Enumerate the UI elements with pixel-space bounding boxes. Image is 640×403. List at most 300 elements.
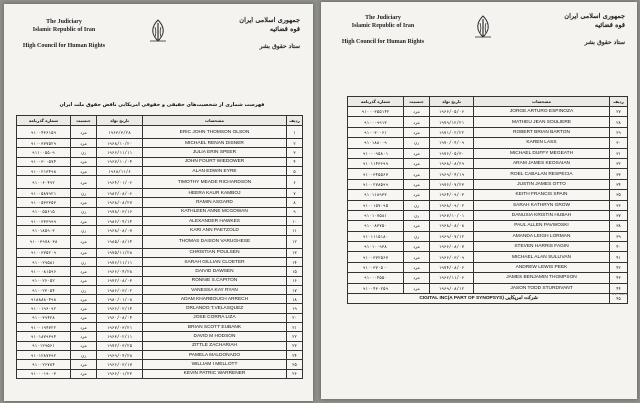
row-number: ۱۳ [287,248,303,257]
gender: مرد [71,360,97,369]
date-of-birth: ۱۹۶۸/۱۱/۶ [97,166,143,175]
table-row [17,157,303,166]
table-row [17,341,303,350]
row-number: ۳۷ [610,210,628,220]
gender: مرد [71,139,97,148]
table-row [17,350,303,359]
person-name: ALAN EDWIN EYRE [143,166,287,175]
sanctions-table-left [16,115,303,379]
iran-emblem-icon [471,14,495,40]
date-of-birth: ۱۹۶۰/۰۸/۰۴ [97,313,143,322]
passport-number: ۹۱۰۱۱۴۳۶۹۹ [348,158,404,168]
date-of-birth: ۱۹۶۹/۰۴/۱۹ [430,169,474,179]
document-page-right [321,2,637,399]
table-row [348,179,628,189]
column-header-dob: تاریخ تولد [430,97,474,107]
passport-number: ۹۱۰۰۵۸۷۹۲۱ [17,189,71,198]
column-header-gender: جنسیت [71,116,97,126]
table-row [17,257,303,266]
gender: مرد [71,126,97,139]
row-number: ۲۸ [610,117,628,127]
passport-number: ۹۱۰۰۲۶۰۵۲ [17,276,71,285]
passport-number: ۹۱۰۰۰۴۵۵۰ [348,273,404,283]
date-of-birth: ۱۹۶۶/۰۸/۰۷ [430,242,474,252]
date-of-birth: ۱۹۸۰/۰۱/۰۸ [97,295,143,304]
table-row [348,138,628,148]
person-name: PAMELA MALDONADO [143,350,287,359]
table-row [348,231,628,241]
passport-number: ۹۱۰۰۳۷۷۵۲۹ [17,139,71,148]
person-name: PAUL ALLEN PAVWOSKI [474,221,610,231]
passport-number: ۹۱۸۸۸۸۰۴۹۸ [17,295,71,304]
row-number: ۱۰ [287,217,303,226]
passport-number: ۹۱۰۰۸۳۷۵۰ [348,221,404,231]
person-name: DANUSIA KRISTIN HUBAH [474,210,610,220]
gender: زن [71,189,97,198]
row-number: ۱۱ [287,226,303,235]
gender: زن [71,350,97,359]
row-number: ۲۵ [287,360,303,369]
person-name: KEITH FRANCIS SPAIN [474,190,610,200]
gender: مرد [71,235,97,248]
passport-number: ۹۱۰۱۸۷۹۳۹۴ [17,332,71,341]
person-name: JASON TODD STURDIVANT [474,283,610,293]
passport-number: ۹۱۰۱۸۵۹۰۳ [17,226,71,235]
person-name: STEVEN HARRIS FAGIN [474,242,610,252]
row-number: ۵ [287,166,303,175]
table-row [17,148,303,157]
gender: مرد [404,148,430,158]
passport-number: ۹۱۰۰۴۳۰۲۵۹ [348,283,404,293]
gender: مرد [404,158,430,168]
date-of-birth: ۱۹۶۸/۰۹/۰۲ [430,200,474,210]
passport-number: ۹۱۰۰۳۴۵۵۶۷ [348,169,404,179]
person-name: JORGE ARTURO ESPINOZA [474,107,610,117]
gender: مرد [71,295,97,304]
person-name: TIMOTHY MEADE RICHARDSON [143,176,287,189]
row-number: ۴۳ [610,273,628,283]
gender: مرد [71,248,97,257]
gender: زن [404,231,430,241]
gender: زن [71,207,97,216]
date-of-birth: ۱۹۷۴/۰۸/۰۶ [430,262,474,272]
passport-number: ۹۱۱۰۰۵۵۰۹ [17,148,71,157]
table-row [17,198,303,207]
column-header-name: مشخصات [143,116,287,126]
header-english [335,14,431,46]
row-number: ۲۲ [287,332,303,341]
row-number: ۳۴ [610,179,628,189]
header-english [18,18,110,50]
row-number: ۳۱ [610,148,628,158]
person-name: SARAH KATHRYN GROW [474,200,610,210]
person-name: ARAM JAMES KEOSAIAN [474,158,610,168]
row-number: ۳ [287,148,303,157]
table-row [17,126,303,139]
table-row [348,158,628,168]
table-row [17,139,303,148]
passport-number: ۹۱۰۱۰۰۹۳۸ [348,242,404,252]
person-name: JOSE CORRA LIZA [143,313,287,322]
document-reference-code: ۹۷۷/۱۵۵/۷ [611,292,628,296]
row-number: ۴۵ [610,294,628,304]
person-name: HEERA KAUR KAMBOJ [143,189,287,198]
table-row [348,127,628,137]
header-fa-line2: قوه قضائیه [269,25,300,33]
date-of-birth: ۱۹۷۵/۱۱/۲۸ [97,248,143,257]
date-of-birth: ۱۹۶۶/۰۲/۱۴ [97,304,143,313]
gender: مرد [404,262,430,272]
gender: مرد [404,117,430,127]
person-name: JAMES BENJAMIN THOMPSON [474,273,610,283]
table-row [17,369,303,378]
gender: زن [404,200,430,210]
passport-number: ۹۱۰۰۳۷۲۵۶۷ [348,252,404,262]
row-number: ۱ [287,126,303,139]
gender: مرد [404,127,430,137]
column-header-passport: شماره گذرنامه [17,116,71,126]
passport-number: ۹۱۰۰۲۳۰۵۴ [17,285,71,294]
gender: مرد [404,190,430,200]
gender: مرد [71,166,97,175]
person-name: MATHEU JEAN SOULIERE [474,117,610,127]
gender: مرد [404,179,430,189]
table-row [348,200,628,210]
gender: مرد [71,369,97,378]
date-of-birth: ۱۹۷۶/۱۱/۱۱ [97,257,143,266]
date-of-birth: ۱۹۶۸/۱۰/۲۰ [97,139,143,148]
person-name: WILLIAM I MELLOTT [143,360,287,369]
column-header-passport: شماره گذرنامه [348,97,404,107]
table-row [17,323,303,332]
date-of-birth: ۱۹۶۲/۱۱/۰۶ [430,273,474,283]
row-number: ۳۵ [610,190,628,200]
date-of-birth: ۱۹۶۸/۰۸/۰۸ [430,221,474,231]
passport-number: ۹۱۰۱۸۸۰۰۹ [348,138,404,148]
table-row [348,242,628,252]
person-name: MICHAEL DUFFY MEGEATH [474,148,610,158]
passport-number: ۹۱۰۰۴۳۶۱۵۹ [17,126,71,139]
row-number: ۳۲ [610,158,628,168]
person-name: ZITTLE ZACHARIAH [143,341,287,350]
passport-number: ۹۱۰۰۲۹۵۸۱ [17,257,71,266]
person-name: KARI ANN PAETZOLD [143,226,287,235]
row-number: ۳۹ [610,231,628,241]
person-name: SARAH GILLIAN CLOETER [143,257,287,266]
passport-number: ۹۱۰۱۰۷۵۸۱ [348,210,404,220]
date-of-birth: ۱۹۸۶/۰۴/۱۴ [97,217,143,226]
table-row [348,283,628,293]
date-of-birth: ۱۹۶۹/۰۷/۱۲ [430,231,474,241]
passport-number: ۹۱۰۰۱۵۷۰۹۵ [348,200,404,210]
table-row [17,295,303,304]
gender: مرد [71,313,97,322]
row-number: ۴۴ [610,283,628,293]
row-number: ۴۱ [610,252,628,262]
row-number: ۱۵ [287,267,303,276]
document-title: فهرست شماری از شخصیت‌های حقیقی و حقوقی امریکایی ناقض حقوق ملت ایران [59,102,265,108]
row-number: ۲۶ [287,369,303,378]
table-row [348,107,628,117]
date-of-birth: ۱۹۷۲/۰۸/۰۳ [97,276,143,285]
header-fa-line1: جمهوری اسلامی ایران [564,12,625,20]
table-row [17,235,303,248]
gender: مرد [71,267,97,276]
table-row [17,285,303,294]
date-of-birth: ۱۹۷۸/۰۳/۱۶ [97,207,143,216]
passport-number: ۹۱۰۰۱۹۴۷۲۲ [17,323,71,332]
row-number: ۳۶ [610,200,628,210]
row-number: ۸ [287,198,303,207]
date-of-birth: ۱۹۷۰/۰۴/۰۹ [430,138,474,148]
sanctions-table-right [347,96,628,304]
table-row [17,176,303,189]
gender: مرد [404,169,430,179]
passport-number: ۹۱۰۰۳۹۴۲۸ [17,313,71,322]
person-name: KATHLEEN ANNE MCGOWAN [143,207,287,216]
row-number: ۱۹ [287,304,303,313]
person-name: KAREN LASS [474,138,610,148]
passport-number: ۹۱۰۰۵۳۳۳۵۳ [17,198,71,207]
date-of-birth: ۱۹۶۷/۰۳/۲۱ [97,323,143,332]
row-number: ۲۰ [287,313,303,322]
date-of-birth: ۱۹۶۹/۰۸/۱۲ [430,283,474,293]
row-number: ۷ [287,189,303,198]
date-of-birth: ۱۹۶۳/۳/۲۸ [97,126,143,139]
header-persian [200,16,300,51]
table-row [17,189,303,198]
table-row [348,169,628,179]
header-en-council: High Council for Human Rights [341,39,425,45]
gender: مرد [71,176,97,189]
gender: مرد [71,304,97,313]
date-of-birth: ۱۹۷۶/۰۷/۲۳ [430,179,474,189]
date-of-birth: ۱۹۶۴/۰۹/۰۳ [430,190,474,200]
gender: زن [71,148,97,157]
passport-number: ۹۱۰۰۳۷۵۲۰۹ [17,248,71,257]
header-fa-line2: قوه قضائیه [594,21,625,29]
table-row [17,360,303,369]
person-name: DAVID M HODSON [143,332,287,341]
passport-number: ۹۱۰۰۲۱۳۴۹۸ [17,166,71,175]
person-name: JULIA ERIN SPEER [143,148,287,157]
row-number: ۳۳ [610,169,628,179]
column-header-row-number: ردیف [287,116,303,126]
row-number: ۹ [287,207,303,216]
row-number: ۲۷ [610,107,628,117]
person-name: ROEL CABALAN RESPECIA [474,169,610,179]
gender: زن [71,226,97,235]
passport-number: ۹۱۰۱۱۸۹۳۳ [348,190,404,200]
row-number: ۱۶ [287,276,303,285]
gender: مرد [404,273,430,283]
person-name: AMANDA LEIGH LORMAN [474,231,610,241]
table-row [17,248,303,257]
company-entry: CIGITAL INC(A PART OF SYNOPSYS) شرکت امریکایی [348,294,610,304]
passport-number: ۹۱۰۰۳۰۰۶۱ [348,127,404,137]
date-of-birth: ۱۹۸۶/۰۳/۰۲ [97,285,143,294]
header-en-council: High Council for Human Rights [22,43,106,49]
header-fa-council: ستاد حقوق بشر [584,39,625,46]
passport-number: ۹۱۰۰۰۹۹۱۳ [348,117,404,127]
person-name: DAIVID DAWSEN [143,267,287,276]
table-row [348,210,628,220]
column-header-gender: جنسیت [404,97,430,107]
passport-number: ۹۱۰۰۰۱۹۰۰۳ [17,369,71,378]
table-row [348,148,628,158]
person-name: MICHAEL RENAN DISNER [143,139,287,148]
date-of-birth: ۱۹۶۷/۱۰/۰۴ [97,157,143,166]
row-number: ۴۲ [610,262,628,272]
passport-number: ۹۱۰۰۰۸۱۵۹۶ [17,267,71,276]
passport-number: ۹۱۰۰۳۷۰۵۰۰ [348,262,404,272]
passport-number: ۹۱۰۰۰۹۵۸۰۱ [348,148,404,158]
gender: مرد [71,323,97,332]
header-persian [525,12,625,47]
iran-emblem-icon [146,18,170,44]
table-row [17,276,303,285]
row-number: ۴ [287,157,303,166]
person-name: MICHAEL ALAN SULLIVAN [474,252,610,262]
row-number: ۱۲ [287,235,303,248]
person-name: RAMIN ASGARD [143,198,287,207]
table-row [17,226,303,235]
date-of-birth: ۱۹۶۶/۰۵/۰۶ [430,107,474,117]
table-row [17,166,303,175]
date-of-birth: ۱۹۷۱/۰۲/۲۲ [430,127,474,137]
passport-number: ۹۱۰۱۲۹۵۶۱ [17,341,71,350]
gender: زن [71,285,97,294]
row-number: ۲۳ [287,341,303,350]
passport-number: ۹۱۰۰۵۵۶۱۵ [17,207,71,216]
date-of-birth: ۱۹۷۶/۰۵/۳۰ [430,148,474,158]
date-of-birth: ۱۹۸۵/۰۸/۱۴ [97,235,143,248]
table-header-row [348,97,628,107]
header-en-line2: Islamic Republic of Iran [351,23,415,29]
gender: زن [404,210,430,220]
passport-number: ۹۱۰۰۲۶۷۸۴ [17,360,71,369]
date-of-birth: ۱۹۶۳/۰۲/۱۱ [97,332,143,341]
passport-number: ۹۱۰۰۱۹۶۰۹۲ [17,304,71,313]
header-en-line1: The Judiciary [365,15,401,21]
column-header-row-number: ردیف [610,97,628,107]
header-fa-council: ستاد حقوق بشر [259,43,300,50]
table-row [17,207,303,216]
row-number: ۶ [287,176,303,189]
person-name: JOHN FOURT WIEDOWER [143,157,287,166]
person-name: ALEXANDER HAWKES [143,217,287,226]
row-number: ۲۱ [287,323,303,332]
passport-number: ۹۱۰۰۳۰۰۵۷۴ [17,157,71,166]
date-of-birth: ۱۹۶۴/۰۱/۰۶ [97,176,143,189]
header-fa-line1: جمهوری اسلامی ایران [239,16,300,24]
row-number: ۱۷ [287,285,303,294]
header-en-line1: The Judiciary [46,19,82,25]
date-of-birth: ۱۹۶۸/۰۸/۰۷ [97,226,143,235]
date-of-birth: ۱۹۶۶/۱۱/۱۱ [97,148,143,157]
gender: زن [71,257,97,266]
passport-number: ۹۱۰۰۶۰۴۹۲ [17,176,71,189]
gender: مرد [71,276,97,285]
row-number: ۳۰ [610,138,628,148]
column-header-dob: تاریخ تولد [97,116,143,126]
row-number: ۲۴ [287,350,303,359]
row-number: ۴۰ [610,242,628,252]
gender: مرد [71,332,97,341]
gender: مرد [71,217,97,226]
date-of-birth: ۱۹۸۲/۰۸/۰۶ [97,189,143,198]
table-header-row [17,116,303,126]
date-of-birth: ۱۹۷۹/۱۲/۲۱ [430,117,474,127]
person-name: ROBERT BRIAN BARTON [474,127,610,137]
table-row [348,262,628,272]
row-number: ۱۸ [287,295,303,304]
gender: مرد [404,221,430,231]
person-name: THOMAS DAISON VARUGHESE [143,235,287,248]
gender: مرد [71,157,97,166]
person-name: ADAM KHARBOUCH ARRECH [143,295,287,304]
gender: مرد [71,198,97,207]
table-row [348,221,628,231]
table-row [348,190,628,200]
gender: زن [404,138,430,148]
date-of-birth: ۱۹۷۲/۰۳/۲۵ [97,341,143,350]
person-name: ORLANDO T.VELASQUEZ [143,304,287,313]
passport-number: ۹۱۰۰۰۳۵۵۱۴۲ [348,107,404,117]
table-row [348,117,628,127]
table-row-company [348,294,628,304]
table-row [17,332,303,341]
gender: مرد [404,242,430,252]
date-of-birth: ۱۹۶۹/۰۴/۲۸ [97,350,143,359]
person-name: KEVIN PATRIC WARRENER [143,369,287,378]
row-number: ۲۹ [610,127,628,137]
gender: مرد [404,107,430,117]
passport-number: ۹۱۰۰۳۳۳۹۹۹ [17,217,71,226]
row-number: ۱۴ [287,257,303,266]
header-en-line2: Islamic Republic of Iran [32,27,96,33]
table-row [17,267,303,276]
gender: مرد [404,252,430,262]
row-number: ۲ [287,139,303,148]
date-of-birth: ۱۹۶۶/۰۳/۰۹ [430,252,474,262]
person-name: BRIAN SCOTT EUBANK [143,323,287,332]
person-name: RONNIE S.CAPITON [143,276,287,285]
passport-number: ۹۱۰۰۲۷۸۵۹۹ [348,179,404,189]
document-page-left [4,4,313,401]
date-of-birth: ۱۹۶۶/۰۳/۱۷ [97,360,143,369]
date-of-birth: ۱۹۶۷/۱۰/۰۱ [430,210,474,220]
person-name: VANESSA KAY RYAN [143,285,287,294]
date-of-birth: ۱۹۶۶/۰۱/۲۳ [97,369,143,378]
table-row [348,273,628,283]
table-row [17,217,303,226]
table-row [348,252,628,262]
date-of-birth: ۱۹۶۶/۰۴/۲۸ [97,267,143,276]
person-name: ANDREW LEWIS PEEK [474,262,610,272]
table-row [17,304,303,313]
person-name: ERIC JOHN THOMSON OLSON [143,126,287,139]
gender: مرد [404,283,430,293]
passport-number: ۹۱۰۱۱۱۵۱۸۰ [348,231,404,241]
passport-number: ۹۱۰۰۳۹۷۸۰۳۸ [17,235,71,248]
row-number: ۳۸ [610,221,628,231]
table-row [17,313,303,322]
gender: مرد [71,341,97,350]
date-of-birth: ۱۹۶۸/۰۸/۲۷ [97,198,143,207]
column-header-name: مشخصات [474,97,610,107]
passport-number: ۹۱۰۱۲۸۷۳۹۲ [17,350,71,359]
